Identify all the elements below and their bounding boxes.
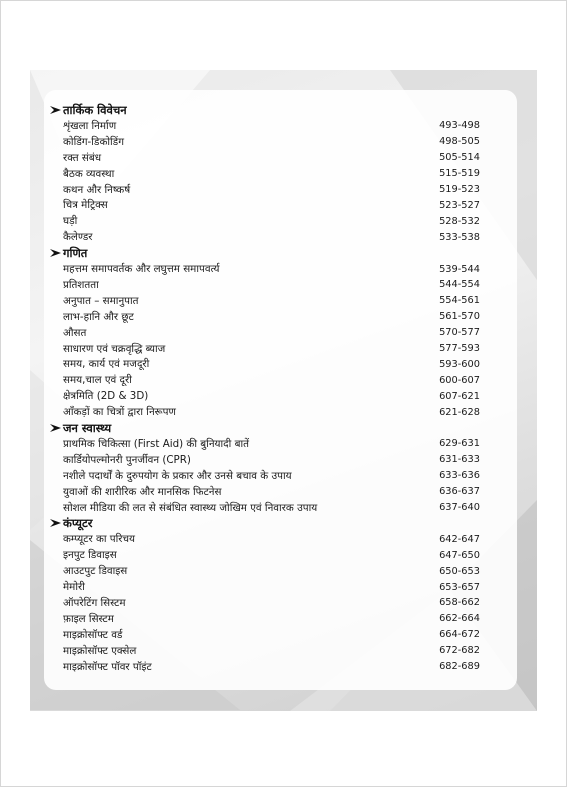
- toc-row: [50, 325, 480, 341]
- toc-row: [50, 452, 480, 468]
- toc-pages: 570-577: [439, 327, 480, 339]
- toc-pages: 498-505: [439, 136, 480, 148]
- toc-title: कैलेण्डर: [63, 231, 93, 244]
- toc-row: [50, 356, 480, 372]
- toc-row: [50, 611, 480, 627]
- toc-title: रक्त संबंध: [63, 151, 102, 164]
- toc-pages: 554-561: [439, 295, 480, 307]
- toc-pages: 621-628: [439, 406, 480, 418]
- arrow-icon: [50, 105, 61, 115]
- toc-row: [50, 166, 480, 182]
- arrow-icon: [50, 248, 61, 258]
- toc-pages: 637-640: [439, 502, 480, 514]
- toc-row: [50, 404, 480, 420]
- toc-title: कथन और निष्कर्ष: [63, 183, 131, 196]
- toc-title: क्षेत्रमिति (2D & 3D): [63, 390, 149, 403]
- toc-title: सोशल मीडिया की लत से संबंधित स्वास्थ्य जोखिम एवं निवारक उपाय: [63, 501, 318, 514]
- arrow-icon: [50, 423, 61, 433]
- toc-pages: 577-593: [439, 343, 480, 355]
- toc-pages: 650-653: [439, 565, 480, 577]
- section-title: गणित: [63, 245, 88, 260]
- toc-title: अनुपात – समानुपात: [63, 294, 139, 307]
- toc-row: [50, 261, 480, 277]
- toc-row: [50, 309, 480, 325]
- toc-title: कार्डियोपल्मोनरी पुनर्जीवन (CPR): [63, 453, 191, 466]
- toc-pages: 607-621: [439, 390, 480, 402]
- toc-pages: 593-600: [439, 358, 480, 370]
- toc-row: [50, 150, 480, 166]
- toc-pages: 664-672: [439, 629, 480, 641]
- toc-title: नशीले पदार्थों के दुरुपयोग के प्रकार और उनसे बचाव के उपाय: [63, 469, 292, 482]
- toc-row: [50, 500, 480, 516]
- section-title: जन स्वास्थ्य: [63, 420, 112, 435]
- section-heading: [50, 102, 480, 118]
- section-title: तार्किक विवेचन: [63, 102, 127, 117]
- toc-row: [50, 213, 480, 229]
- toc-pages: 672-682: [439, 645, 480, 657]
- toc-title: चित्र मेट्रिक्स: [63, 199, 108, 212]
- toc-pages: 600-607: [439, 374, 480, 386]
- toc-title: इनपुट डिवाइस: [63, 549, 117, 562]
- toc-title: प्रतिशतता: [63, 278, 99, 291]
- toc-title: साधारण एवं चक्रवृद्धि ब्याज: [63, 342, 166, 355]
- toc-title: माइक्रोसॉफ्ट वर्ड: [63, 628, 123, 641]
- toc-row: [50, 484, 480, 500]
- toc-row: [50, 531, 480, 547]
- toc-title: समय,चाल एवं दूरी: [63, 374, 132, 387]
- toc-title: समय, कार्य एवं मजदूरी: [63, 358, 150, 371]
- toc-section: [50, 245, 480, 420]
- toc-pages: 493-498: [439, 120, 480, 132]
- toc-row: [50, 627, 480, 643]
- toc-pages: 515-519: [439, 168, 480, 180]
- toc-pages: 662-664: [439, 613, 480, 625]
- toc-title: शृंखला निर्माण: [63, 119, 117, 132]
- toc-pages: 647-650: [439, 549, 480, 561]
- toc-title: औसत: [63, 326, 87, 339]
- toc-row: [50, 118, 480, 134]
- toc-pages: 653-657: [439, 581, 480, 593]
- toc-row: [50, 229, 480, 245]
- toc-pages: 631-633: [439, 454, 480, 466]
- toc-title: बैठक व्यवस्था: [63, 167, 115, 180]
- toc-title: ऑपरेटिंग सिस्टम: [63, 596, 126, 609]
- toc-row: [50, 388, 480, 404]
- toc-pages: 682-689: [439, 661, 480, 673]
- section-heading: [50, 420, 480, 436]
- toc-title: लाभ-हानि और छूट: [63, 310, 134, 323]
- toc-row: [50, 563, 480, 579]
- toc-row: [50, 643, 480, 659]
- toc-section: [50, 420, 480, 515]
- arrow-icon: [50, 518, 61, 528]
- toc-row: [50, 277, 480, 293]
- toc-pages: 533-538: [439, 231, 480, 243]
- toc-title: युवाओं की शारीरिक और मानसिक फिटनेस: [63, 485, 222, 498]
- toc-row: [50, 579, 480, 595]
- toc-pages: 528-532: [439, 215, 480, 227]
- toc-pages: 633-636: [439, 470, 480, 482]
- toc-row: [50, 372, 480, 388]
- toc-row: [50, 134, 480, 150]
- toc-pages: 539-544: [439, 263, 480, 275]
- toc-pages: 519-523: [439, 184, 480, 195]
- toc-title: आउटपुट डिवाइस: [63, 565, 128, 578]
- toc-pages: 561-570: [439, 311, 480, 323]
- toc-row: [50, 197, 480, 213]
- toc-pages: 642-647: [439, 533, 480, 545]
- toc-title: प्राथमिक चिकित्सा (First Aid) की बुनियादी बातें: [63, 437, 249, 450]
- section-title: कंप्यूटर: [63, 515, 93, 530]
- toc-title: माइक्रोसॉफ्ट एक्सेल: [63, 644, 137, 657]
- toc-title: माइक्रोसॉफ्ट पॉवर पॉइंट: [63, 660, 152, 673]
- table-of-contents: [50, 102, 480, 675]
- toc-pages: 658-662: [439, 597, 480, 609]
- toc-row: [50, 341, 480, 357]
- toc-pages: 505-514: [439, 152, 480, 164]
- toc-row: [50, 595, 480, 611]
- toc-section: [50, 515, 480, 674]
- toc-section: [50, 102, 480, 245]
- toc-title: कोडिंग-डिकोडिंग: [63, 135, 124, 148]
- toc-pages: 629-631: [439, 438, 480, 450]
- toc-title: मेमोरी: [63, 581, 85, 594]
- toc-row: [50, 547, 480, 563]
- toc-pages: 636-637: [439, 486, 480, 498]
- toc-row: [50, 293, 480, 309]
- toc-title: महत्तम समापवर्तक और लघुत्तम समापवर्त्य: [63, 263, 220, 276]
- toc-title: आँकड़ों का चित्रों द्वारा निरूपण: [63, 406, 176, 419]
- toc-row: [50, 468, 480, 484]
- toc-title: कम्प्यूटर का परिचय: [63, 533, 136, 546]
- section-heading: [50, 515, 480, 531]
- toc-pages: 523-527: [439, 199, 480, 211]
- toc-row: [50, 182, 480, 198]
- toc-title: घड़ी: [63, 215, 78, 228]
- toc-title: फ़ाइल सिस्टम: [63, 612, 114, 625]
- toc-row: [50, 659, 480, 675]
- toc-pages: 544-554: [439, 279, 480, 291]
- toc-row: [50, 436, 480, 452]
- section-heading: [50, 245, 480, 261]
